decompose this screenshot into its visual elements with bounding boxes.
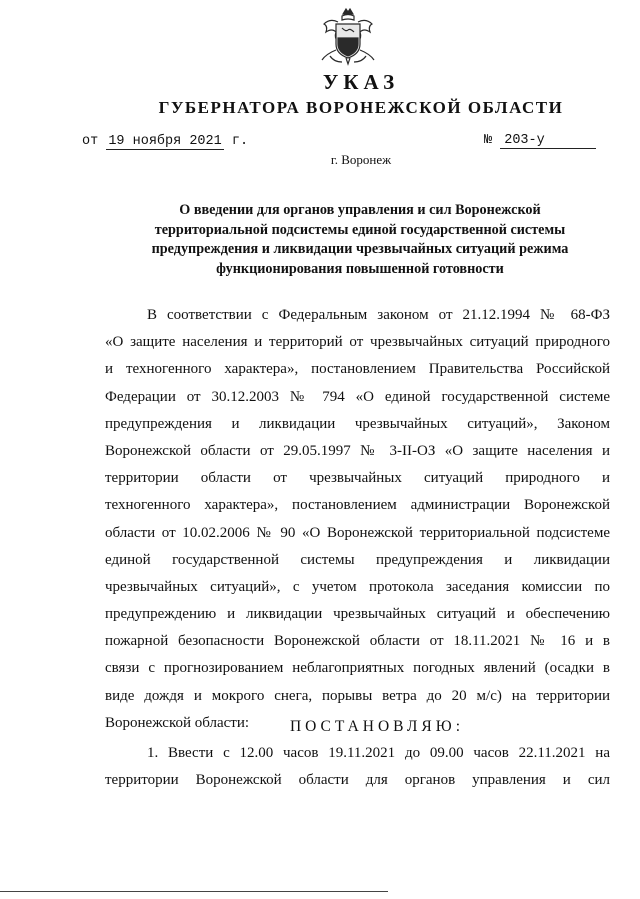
clause-line: территории Воронежской области для органов управления и сил xyxy=(105,772,610,789)
bottom-divider xyxy=(0,891,388,892)
decree-heading xyxy=(120,201,600,279)
heading-line: предупреждения и ликвидации чрезвычайных ситуаций режима xyxy=(151,241,569,257)
number-value: 203-у xyxy=(500,133,596,149)
decree-title: УКАЗ xyxy=(322,70,400,94)
date-suffix: г. xyxy=(231,134,249,149)
resolution-keyword: ПОСТАНОВЛЯЮ: xyxy=(289,718,465,735)
body-line: Воронежской области от 29.05.1997 № 3-II-ОЗ «О защите населения и xyxy=(105,442,610,459)
body-line: В соответствии с Федеральным законом от 21.12.1994 № 68-ФЗ xyxy=(147,307,610,323)
body-line: пожарной безопасности Воронежской области от 18.11.2021 № 16 и в xyxy=(105,633,610,650)
heading-line: О введении для органов управления и сил Воронежской xyxy=(179,202,541,218)
date-value: 19 ноября 2021 xyxy=(108,134,222,149)
body-line: предупреждению и ликвидации чрезвычайных ситуаций и обеспечению xyxy=(105,606,610,623)
body-line: предупреждения и ликвидации чрезвычайных ситуаций», Законом xyxy=(105,415,610,432)
body-line: территории области от чрезвычайных ситуаций природного и xyxy=(105,470,610,487)
heading-line: функционирования повышенной готовности xyxy=(216,260,504,277)
body-line: виде дождя и мокрого снега, порывы ветра до 20 м/с) на территории xyxy=(105,687,610,704)
number-prefix: № xyxy=(484,133,493,148)
city: г. Воронеж xyxy=(330,152,392,167)
clause-line: 1. Ввести с 12.00 часов 19.11.2021 до 09.00 часов 22.11.2021 на xyxy=(147,745,610,761)
body-line: чрезвычайных ситуаций», с учетом протокола заседания комиссии по xyxy=(105,578,610,595)
coat-of-arms-icon xyxy=(316,6,380,66)
date-prefix: от xyxy=(82,134,99,149)
preamble-paragraph xyxy=(105,302,610,737)
heading-line: территориальной подсистемы единой государственной системы xyxy=(154,221,566,238)
body-line: Федерации от 30.12.2003 № 794 «О единой государственной системе xyxy=(105,388,610,405)
decree-number xyxy=(484,133,596,149)
clause-1 xyxy=(105,740,610,794)
body-line: Воронежской области: xyxy=(105,714,250,731)
body-line: связи с прогнозированием неблагоприятных погодных явлений (осадки в xyxy=(105,660,610,677)
body-line: и техногенного характера», постановлением Правительства Российской xyxy=(105,361,610,378)
body-line: техногенного характера», постановлением администрации Воронежской xyxy=(105,497,610,514)
body-line: области от 10.02.2006 № 90 «О Воронежской территориальной подсистеме xyxy=(105,524,610,541)
body-line: «О защите населения и территорий от чрезвычайных ситуаций природного xyxy=(105,334,610,351)
body-line: единой государственной системы предупреждения и ликвидации xyxy=(105,551,610,568)
decree-date xyxy=(82,134,248,149)
decree-subtitle: ГУБЕРНАТОРА ВОРОНЕЖСКОЙ ОБЛАСТИ xyxy=(158,98,564,117)
